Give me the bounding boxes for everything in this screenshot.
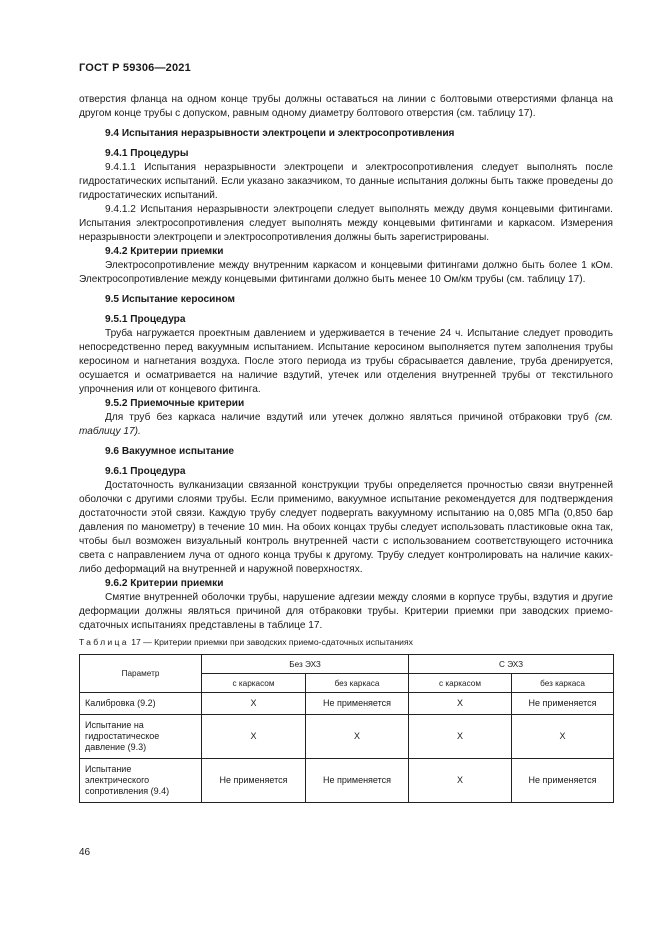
page-number: 46 — [79, 847, 91, 858]
section-9-4-2-title: 9.4.2 Критерии приемки — [105, 246, 224, 257]
paragraph-9-6-2: Смятие внутренней оболочки трубы, нарушение адгезии между слоями в корпусе трубы, вздутия и другие деформации должны являться причиной для отбраковки трубы. Критерии приемки при заводских приемо-сдаточных испытаниях представлены в таблице 17. — [79, 592, 613, 631]
paragraph-9-4-1-1: 9.4.1.1 Испытания неразрывности электроцепи и электросопротивления следует выполнять после гидростатических испытаний. Если указано заказчиком, то данные испытания должны быть также проведены до гидростатических испытаний. — [79, 162, 613, 201]
table-cell: Не применяется — [512, 693, 614, 715]
table-row — [80, 715, 614, 759]
table-cell: X — [512, 715, 614, 759]
paragraph-9-5-1: Труба нагружается проектным давлением и удерживается в течение 24 ч. Испытание следует проводить непосредственно перед вакуумным испытанием. Испытание керосином выполняется путем заполнения трубы керосином и нагнетания воздуха. После этого периода из трубы сбрасывается давление, труба дренируется, осушается и осматривается на наличие вздутий, утечек или отделения внутренней трубы от текстильного упрочнения или от концевого фитинга. — [79, 328, 613, 395]
header-parameter: Параметр — [80, 655, 202, 693]
paragraph-9-4-2: Электросопротивление между внутренним каркасом и концевыми фитингами должно быть более 1 кОм. Электросопротивление между концевыми фитингами должно быть менее 10 Ом/км трубы (см. таблицу 17). — [79, 260, 613, 285]
table-row — [80, 759, 614, 803]
section-9-4-1-title: 9.4.1 Процедуры — [105, 148, 189, 159]
table-cell: X — [409, 715, 512, 759]
subheader-cell: без каркаса — [306, 674, 409, 693]
subheader-cell: с каркасом — [409, 674, 512, 693]
acceptance-criteria-table — [79, 654, 614, 803]
section-9-5-2-title: 9.5.2 Приемочные критерии — [105, 398, 245, 409]
subheader-cell: без каркаса — [512, 674, 614, 693]
table-cell: X — [306, 715, 409, 759]
paragraph-9-5-2-text: Для труб без каркаса наличие вздутий или утечек должно являться причиной отбраковки труб — [105, 412, 589, 423]
section-9-5-1-title: 9.5.1 Процедура — [105, 314, 186, 325]
header-group-no-ecp: Без ЭХЗ — [202, 655, 409, 674]
section-9-5-title: 9.5 Испытание керосином — [105, 294, 235, 305]
table-cell: Не применяется — [512, 759, 614, 803]
table-cell: X — [202, 693, 306, 715]
row-parameter: Испытание на гидростатическое давление (9.3) — [80, 715, 202, 759]
row-parameter: Испытание электрического сопротивления (9.4) — [80, 759, 202, 803]
paragraph-9-4-1-2: 9.4.1.2 Испытания неразрывности электроцепи следует выполнять между двумя концевыми фитингами. Испытания электросопротивления следует выполнять между концевыми фитингами и каркасом. Измерения неразрывности электроцепи и электросопротивления должны быть зарегистрированы. — [79, 204, 613, 243]
table-caption-word: Таблица — [79, 637, 129, 647]
table-cell: Не применяется — [202, 759, 306, 803]
header-group-ecp: С ЭХЗ — [409, 655, 614, 674]
section-9-4-title: 9.4 Испытания неразрывности электроцепи и электросопротивления — [105, 128, 455, 139]
table-reference: (см. таблицу 17). — [79, 412, 613, 437]
table-row — [80, 693, 614, 715]
section-9-6-1-title: 9.6.1 Процедура — [105, 466, 186, 477]
row-parameter: Калибровка (9.2) — [80, 693, 202, 715]
paragraph-9-6-1: Достаточность вулканизации связанной конструкции трубы определяется прочностью связи внутренней оболочки с другими слоями трубы. Если применимо, вакуумное испытание рекомендуется для подтверждения достаточности этой связи. Каждую трубу следует подвергать вакуумному испытанию на 0,085 МПа (0,850 бар давления по манометру) в течение 10 мин. На обоих концах трубы следует использовать пластиковые окна так, чтобы был возможен визуальный контроль внутренней части с использованием соответствующего источника света с направлением луча от одного конца трубы к другому. Трубу следует контролировать на наличие каких-либо деформаций на внутренней и наружной поверхностях. — [79, 480, 613, 575]
table-cell: Не применяется — [306, 693, 409, 715]
table-cell: Не применяется — [306, 759, 409, 803]
table-caption — [79, 636, 613, 648]
document-code-header: ГОСТ Р 59306—2021 — [79, 62, 191, 74]
table-caption-text: 17 — Критерии приемки при заводских приемо-сдаточных испытаниях — [131, 637, 413, 647]
subheader-cell: с каркасом — [202, 674, 306, 693]
table-cell: X — [409, 759, 512, 803]
table-cell: X — [409, 693, 512, 715]
paragraph-9-5-2 — [79, 411, 613, 439]
page-content — [79, 93, 613, 803]
section-9-6-title: 9.6 Вакуумное испытание — [105, 446, 235, 457]
intro-paragraph: отверстия фланца на одном конце трубы должны оставаться на линии с болтовыми отверстиями фланца на другом конце трубы с допуском, равным одному диаметру болтового отверстия (см. таблицу 17). — [79, 94, 613, 119]
table-cell: X — [202, 715, 306, 759]
section-9-6-2-title: 9.6.2 Критерии приемки — [105, 578, 224, 589]
